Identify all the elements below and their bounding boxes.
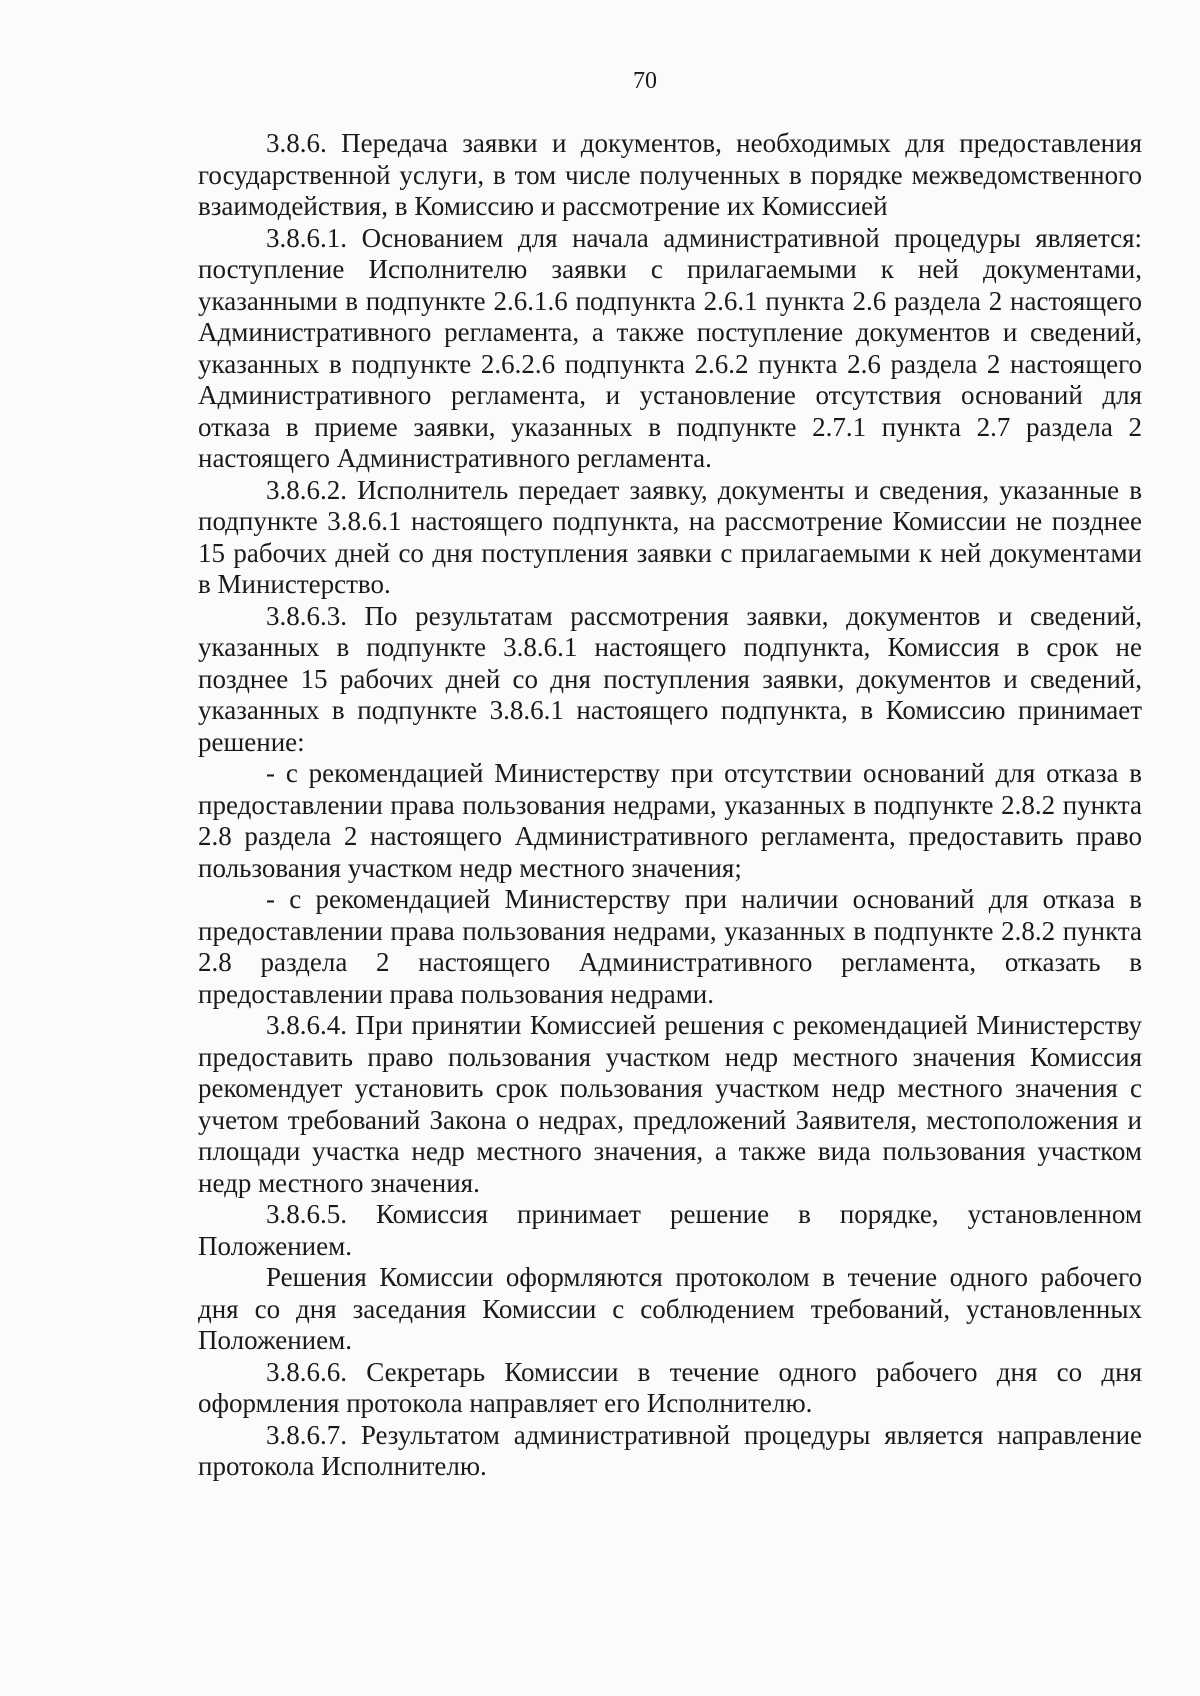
- paragraph-3-8-6-4: 3.8.6.4. При принятии Комиссией решения с рекомендацией Министерству предоставить право пользования участком недр местного значения Комиссия рекомендует установить срок пользования участком недр местного значения с учетом требований Закона о недрах, предложений Заявителя, местоположения и площади участка недр местного значения, а также вида пользования участком недр местного значения.: [198, 1010, 1142, 1198]
- paragraph-3-8-6: 3.8.6. Передача заявки и документов, необходимых для предоставления государственной услуги, в том числе полученных в порядке межведомственного взаимодействия, в Комиссию и рассмотрение их Комиссией: [198, 128, 1142, 221]
- paragraph-3-8-6-3: 3.8.6.3. По результатам рассмотрения заявки, документов и сведений, указанных в подпункте 3.8.6.1 настоящего подпункта, Комиссия в срок не позднее 15 рабочих дней со дня поступления заявки, документов и сведений, указанных в подпункте 3.8.6.1 настоящего подпункта, в Комиссию принимает решение:: [198, 600, 1142, 757]
- paragraph-commission-decisions: Решения Комиссии оформляются протоколом в течение одного рабочего дня со дня заседания Комиссии с соблюдением требований, установленных Положением.: [198, 1262, 1142, 1355]
- paragraph-3-8-6-6: 3.8.6.6. Секретарь Комиссии в течение одного рабочего дня со дня оформления протокола направляет его Исполнителю.: [198, 1356, 1142, 1418]
- paragraph-3-8-6-1: 3.8.6.1. Основанием для начала административной процедуры является: поступление Исполнителю заявки с прилагаемыми к ней документами, указанными в подпункте 2.6.1.6 подпункта 2.6.1 пункта 2.6 раздела 2 настоящего Административного регламента, а также поступление документов и сведений, указанных в подпункте 2.6.2.6 подпункта 2.6.2 пункта 2.6 раздела 2 настоящего Административного регламента, и установление отсутствия оснований для отказа в приеме заявки, указанных в подпункте 2.7.1 пункта 2.7 раздела 2 настоящего Административного регламента.: [198, 222, 1142, 473]
- paragraph-3-8-6-7: 3.8.6.7. Результатом административной процедуры является направление протокола Исполнителю.: [198, 1419, 1142, 1481]
- paragraph-3-8-6-2: 3.8.6.2. Исполнитель передает заявку, документы и сведения, указанные в подпункте 3.8.6.1 настоящего подпункта, на рассмотрение Комиссии не позднее 15 рабочих дней со дня поступления заявки с прилагаемыми к ней документами в Министерство.: [198, 474, 1142, 599]
- page-number: 70: [633, 68, 657, 94]
- list-item-recommend-grant: - с рекомендацией Министерству при отсутствии оснований для отказа в предоставлении права пользования недрами, указанных в подпункте 2.8.2 пункта 2.8 раздела 2 настоящего Административного регламента, предоставить право пользования участком недр местного значения;: [198, 758, 1142, 883]
- document-body: [198, 128, 1142, 1483]
- list-item-recommend-refuse: - с рекомендацией Министерству при наличии оснований для отказа в предоставлении права пользования недрами, указанных в подпункте 2.8.2 пункта 2.8 раздела 2 настоящего Административного регламента, отказать в предоставлении права пользования недрами.: [198, 884, 1142, 1009]
- paragraph-3-8-6-5: 3.8.6.5. Комиссия принимает решение в порядке, установленном Положением.: [198, 1199, 1142, 1261]
